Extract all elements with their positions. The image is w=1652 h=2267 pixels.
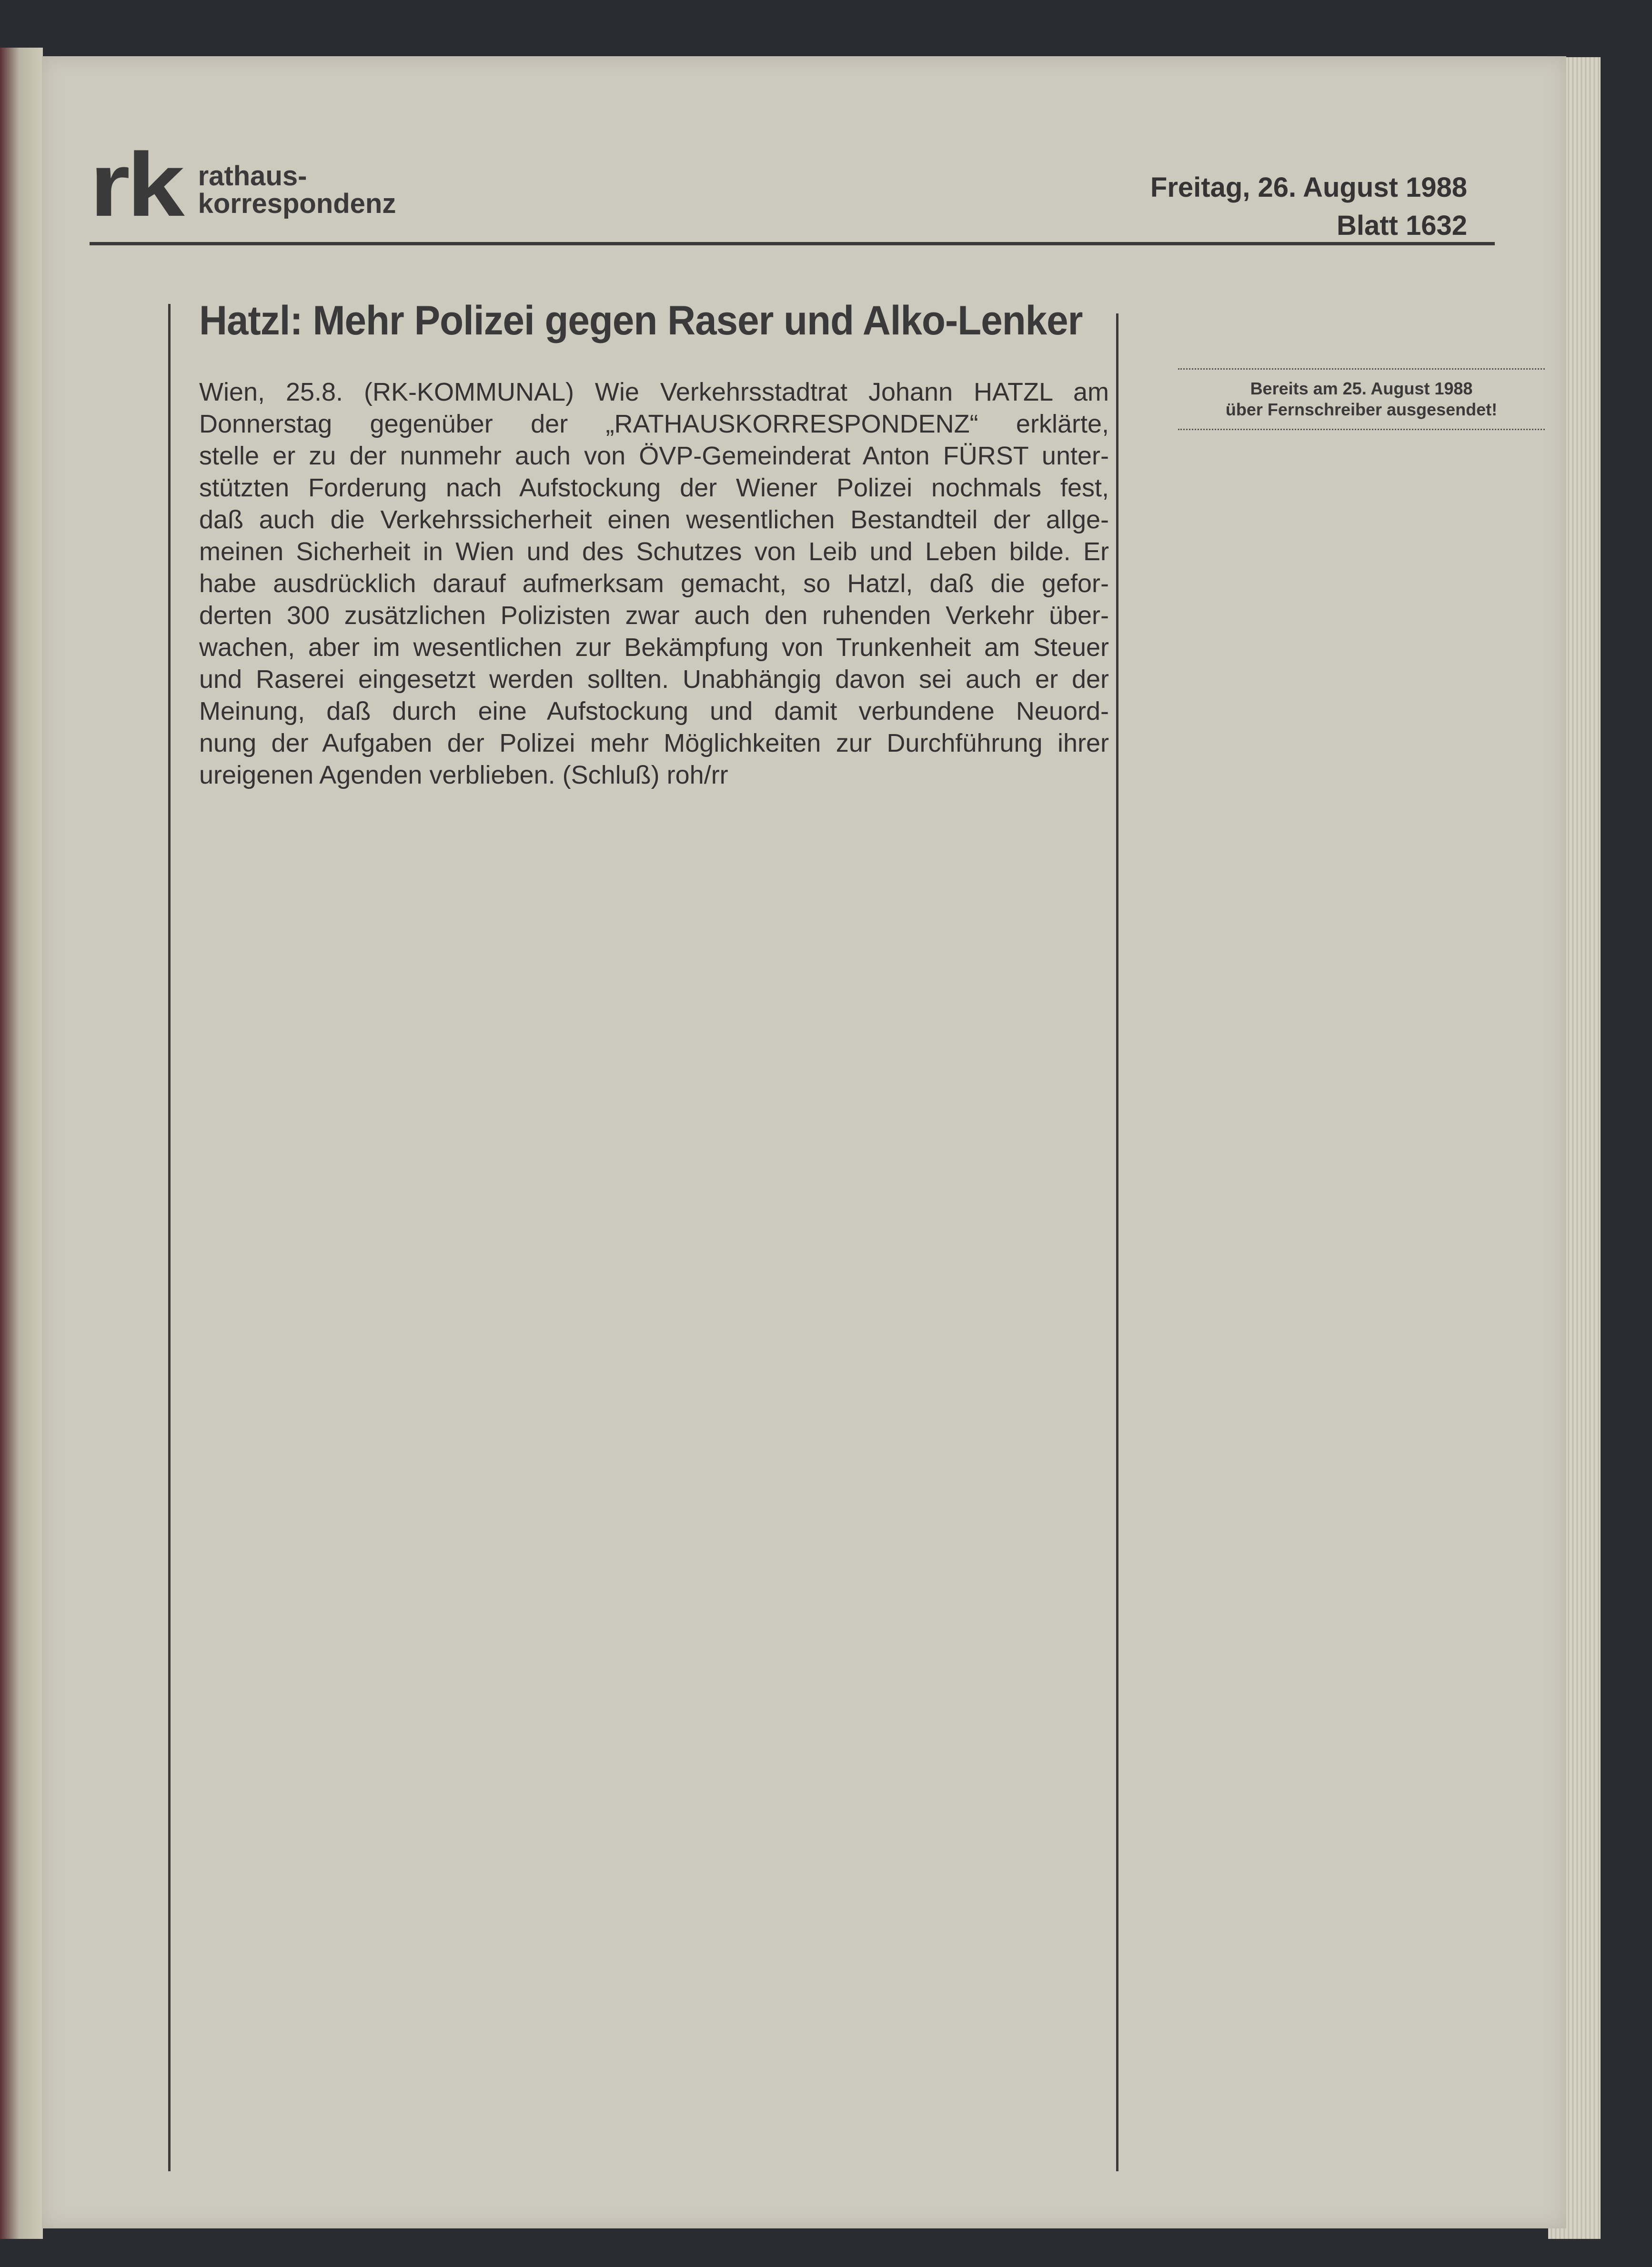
body-line: ureigenen Agenden verblieben. (Schluß) roh/rr — [199, 761, 728, 789]
body-line: habe ausdrücklich darauf aufmerksam gemacht, so Hatzl, daß die gefor- — [199, 569, 1109, 598]
notice-line-2: über Fernschreiber ausgesendet! — [1225, 400, 1498, 419]
body-line: derten 300 zusätzlichen Polizisten zwar auch den ruhenden Verkehr über- — [199, 601, 1109, 630]
article-body — [199, 376, 1109, 791]
rk-logo — [90, 134, 396, 235]
body-line: daß auch die Verkehrssicherheit einen wesentlichen Bestandteil der allge- — [199, 505, 1109, 534]
sheet-number: Blatt 1632 — [1336, 210, 1467, 241]
notice-line-1: Bereits am 25. August 1988 — [1250, 379, 1473, 398]
body-line: Donnerstag gegenüber der „RATHAUSKORRESPONDENZ“ erklärte, — [199, 410, 1109, 438]
document-page — [42, 56, 1566, 2228]
body-line: stützten Forderung nach Aufstockung der Wiener Polizei nochmals fest, — [199, 474, 1109, 502]
body-line: stelle er zu der nunmehr auch von ÖVP-Gemeinderat Anton FÜRST unter- — [199, 442, 1109, 470]
body-line: nung der Aufgaben der Polizei mehr Möglichkeiten zur Durchführung ihrer — [199, 729, 1109, 757]
book-binding-edge — [0, 48, 43, 2239]
body-line: Wien, 25.8. (RK-KOMMUNAL) Wie Verkehrsstadtrat Johann HATZL am — [199, 378, 1109, 406]
transmission-notice — [1178, 368, 1545, 430]
logo-mark: rk — [90, 134, 181, 235]
logo-wordmark — [198, 162, 396, 218]
left-column-rule — [168, 304, 171, 2171]
article-headline: Hatzl: Mehr Polizei gegen Raser und Alko-Lenker — [199, 298, 1083, 343]
body-line: und Raserei eingesetzt werden sollten. Unabhängig davon sei auch er der — [199, 665, 1109, 694]
body-line: wachen, aber im wesentlichen zur Bekämpfung von Trunkenheit am Steuer — [199, 633, 1109, 662]
header-divider — [90, 242, 1495, 245]
body-line: meinen Sicherheit in Wien und des Schutzes von Leib und Leben bilde. Er — [199, 537, 1109, 566]
logo-line-2: korrespondenz — [198, 188, 396, 219]
header-meta — [1150, 169, 1467, 245]
logo-line-1: rathaus- — [198, 161, 307, 191]
body-line: Meinung, daß durch eine Aufstockung und damit verbundene Neuord- — [199, 697, 1109, 725]
right-column-rule — [1116, 313, 1118, 2171]
issue-date: Freitag, 26. August 1988 — [1150, 172, 1467, 203]
